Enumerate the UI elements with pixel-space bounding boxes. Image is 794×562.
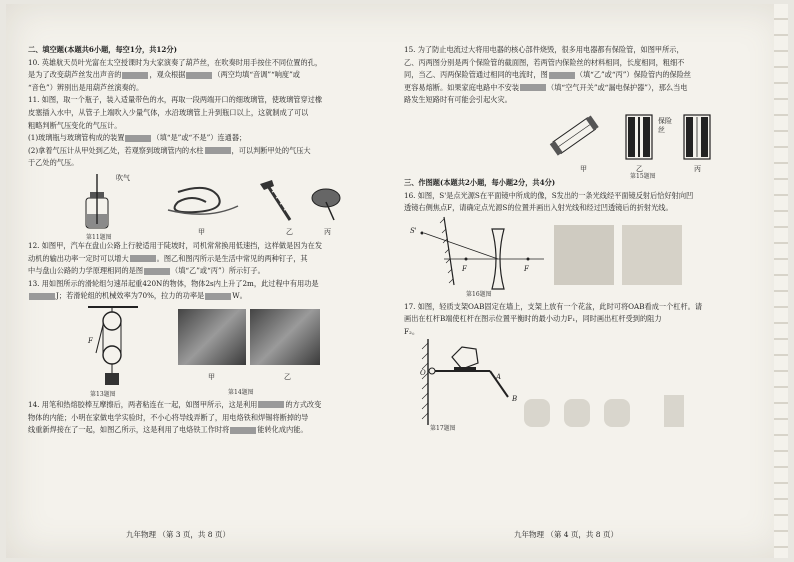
answer-blank[interactable] bbox=[520, 84, 546, 91]
answer-blank[interactable] bbox=[549, 72, 575, 79]
exam-sheet bbox=[6, 4, 788, 558]
figure-16: S' F F 第16题图 bbox=[404, 215, 749, 301]
answer-blank[interactable] bbox=[205, 293, 231, 300]
answer-blank[interactable] bbox=[205, 147, 231, 154]
question-17: 17. 如图，轻质支架OAB固定在墙上，支架上放有一个花盆，此时可将OAB看成一个杠杆。请 画出在杠杆B端使杠杆在图示位置平衡时的最小动力F₁，同时画出杠杆受到的阻力 F₂。 bbox=[404, 301, 703, 336]
question-10: 10. 英雄航天员叶光富在太空授课时为大家演奏了葫芦丝，在吹奏时用手按住不同位置的孔， 是为了改变葫芦丝发出声音的 ，观众根据 （两空均填“音调”“响度”或 “音色”）辨别出是用葫芦丝演奏的。 bbox=[28, 57, 323, 92]
answer-blank[interactable] bbox=[144, 268, 170, 275]
question-13: 13. 用如图所示的滑轮组匀速吊起重420N的物体，物体2s内上升了2m，此过程中有用功是 J；若滑轮组的机械效率为70%，拉力的功率是 W。 bbox=[28, 278, 319, 301]
question-16: 16. 如图，S'是点光源S在平面镜中所成的像，S发出的一条光线经平面镜反射后恰好射向凹 透镜右侧焦点F，请确定点光源S的位置并画出入射光线和经过凹透镜后的折射光线。 bbox=[404, 190, 694, 213]
photo-pen-and-glue-stick bbox=[178, 309, 246, 365]
page-footer-4: 九年物理 （第 4 页，共 8 页） bbox=[514, 530, 618, 539]
figure-11-drawing bbox=[28, 170, 388, 240]
photo-soldering-iron bbox=[250, 309, 320, 365]
page-footer-3: 九年物理 （第 3 页，共 8 页） bbox=[126, 530, 230, 539]
answer-blank[interactable] bbox=[230, 427, 256, 434]
figure-16-lens bbox=[404, 215, 744, 301]
answer-blank[interactable] bbox=[122, 72, 148, 79]
section-fill-blank-title: 二、填空题(本题共6小题，每空1分，共12分) bbox=[28, 45, 177, 54]
answer-blank[interactable] bbox=[258, 401, 284, 408]
figure-17-lever bbox=[404, 339, 744, 435]
figure-11: 吹气 第11题图 甲 乙 丙 bbox=[28, 170, 390, 240]
binding-gutter bbox=[774, 4, 788, 558]
answer-blank[interactable] bbox=[186, 72, 212, 79]
answer-blank[interactable] bbox=[29, 293, 55, 300]
question-15: 15. 为了防止电流过大将用电器的核心部件烧毁，很多用电器都有保险管，如图甲所示， 乙、丙两图分别是两个保险管的截面图，若两管内保险丝的材料相同，长度相同，粗细不 同，当乙、丙两保险管通过相同的电流时，图 （填“乙”或“丙”）保险管内的保险丝 更容易熔断。如果家庭电路中不安装 （填“空气开关”或“漏电保护器”），那么当电 路发生短路时有可能会引起火灾。 bbox=[404, 45, 692, 105]
question-11: 11. 如图，取一个瓶子，装入适量带色的水，再取一段两端开口的细玻璃管，使玻璃管穿过橡 皮塞插入水中，从管子上端吹入少量气体，水沿玻璃管上升到瓶口以上，这就制成了可以 粗略判断气压变化的气压计。 (1)玻璃瓶与玻璃管构成的装置 （填“是”或“不是”）连通器； (2)拿着气压计从甲处到乙处，若观察到玻璃管内的水柱 ，可以判断甲处的气压大 于乙处的气压。 bbox=[28, 95, 323, 168]
figure-15: 保险丝 甲 乙 丙 第15题图 bbox=[404, 107, 749, 177]
right-column bbox=[404, 44, 749, 435]
left-column bbox=[28, 44, 390, 437]
answer-blank[interactable] bbox=[130, 255, 156, 262]
figure-13-14: F 第13题图 甲 乙 第14题图 bbox=[28, 303, 390, 399]
question-14: 14. 用笔和热熔胶棒互摩擦后，两者粘连在一起，如图甲所示，这是利用 的方式改变 物体的内能；小明在家做电学实验时，不小心将导线弄断了，用电烙铁和焊锡将断掉的导 线重新焊接在了一起，如图乙所示，这是利用了电烙铁工作时将 能转化成内能。 bbox=[28, 399, 322, 435]
question-12: 12. 如图甲，汽车在盘山公路上行驶适用于陡坡时，司机常常换用低速挡，这样做是因为在发 动机的输出功率一定时可以增大 。图乙和图丙所示是生活中常见的两种钉子，其 中与盘山公路的力学原理相同的是图 （填“乙”或“丙”）所示钉子。 bbox=[28, 240, 323, 276]
section-drawing-title: 三、作图题(本题共2小题，每小题2分，共4分) bbox=[404, 177, 556, 187]
figure-17: O A B 第17题图 bbox=[404, 339, 749, 435]
answer-blank[interactable] bbox=[125, 135, 151, 142]
figure-15-fuses bbox=[404, 107, 744, 177]
